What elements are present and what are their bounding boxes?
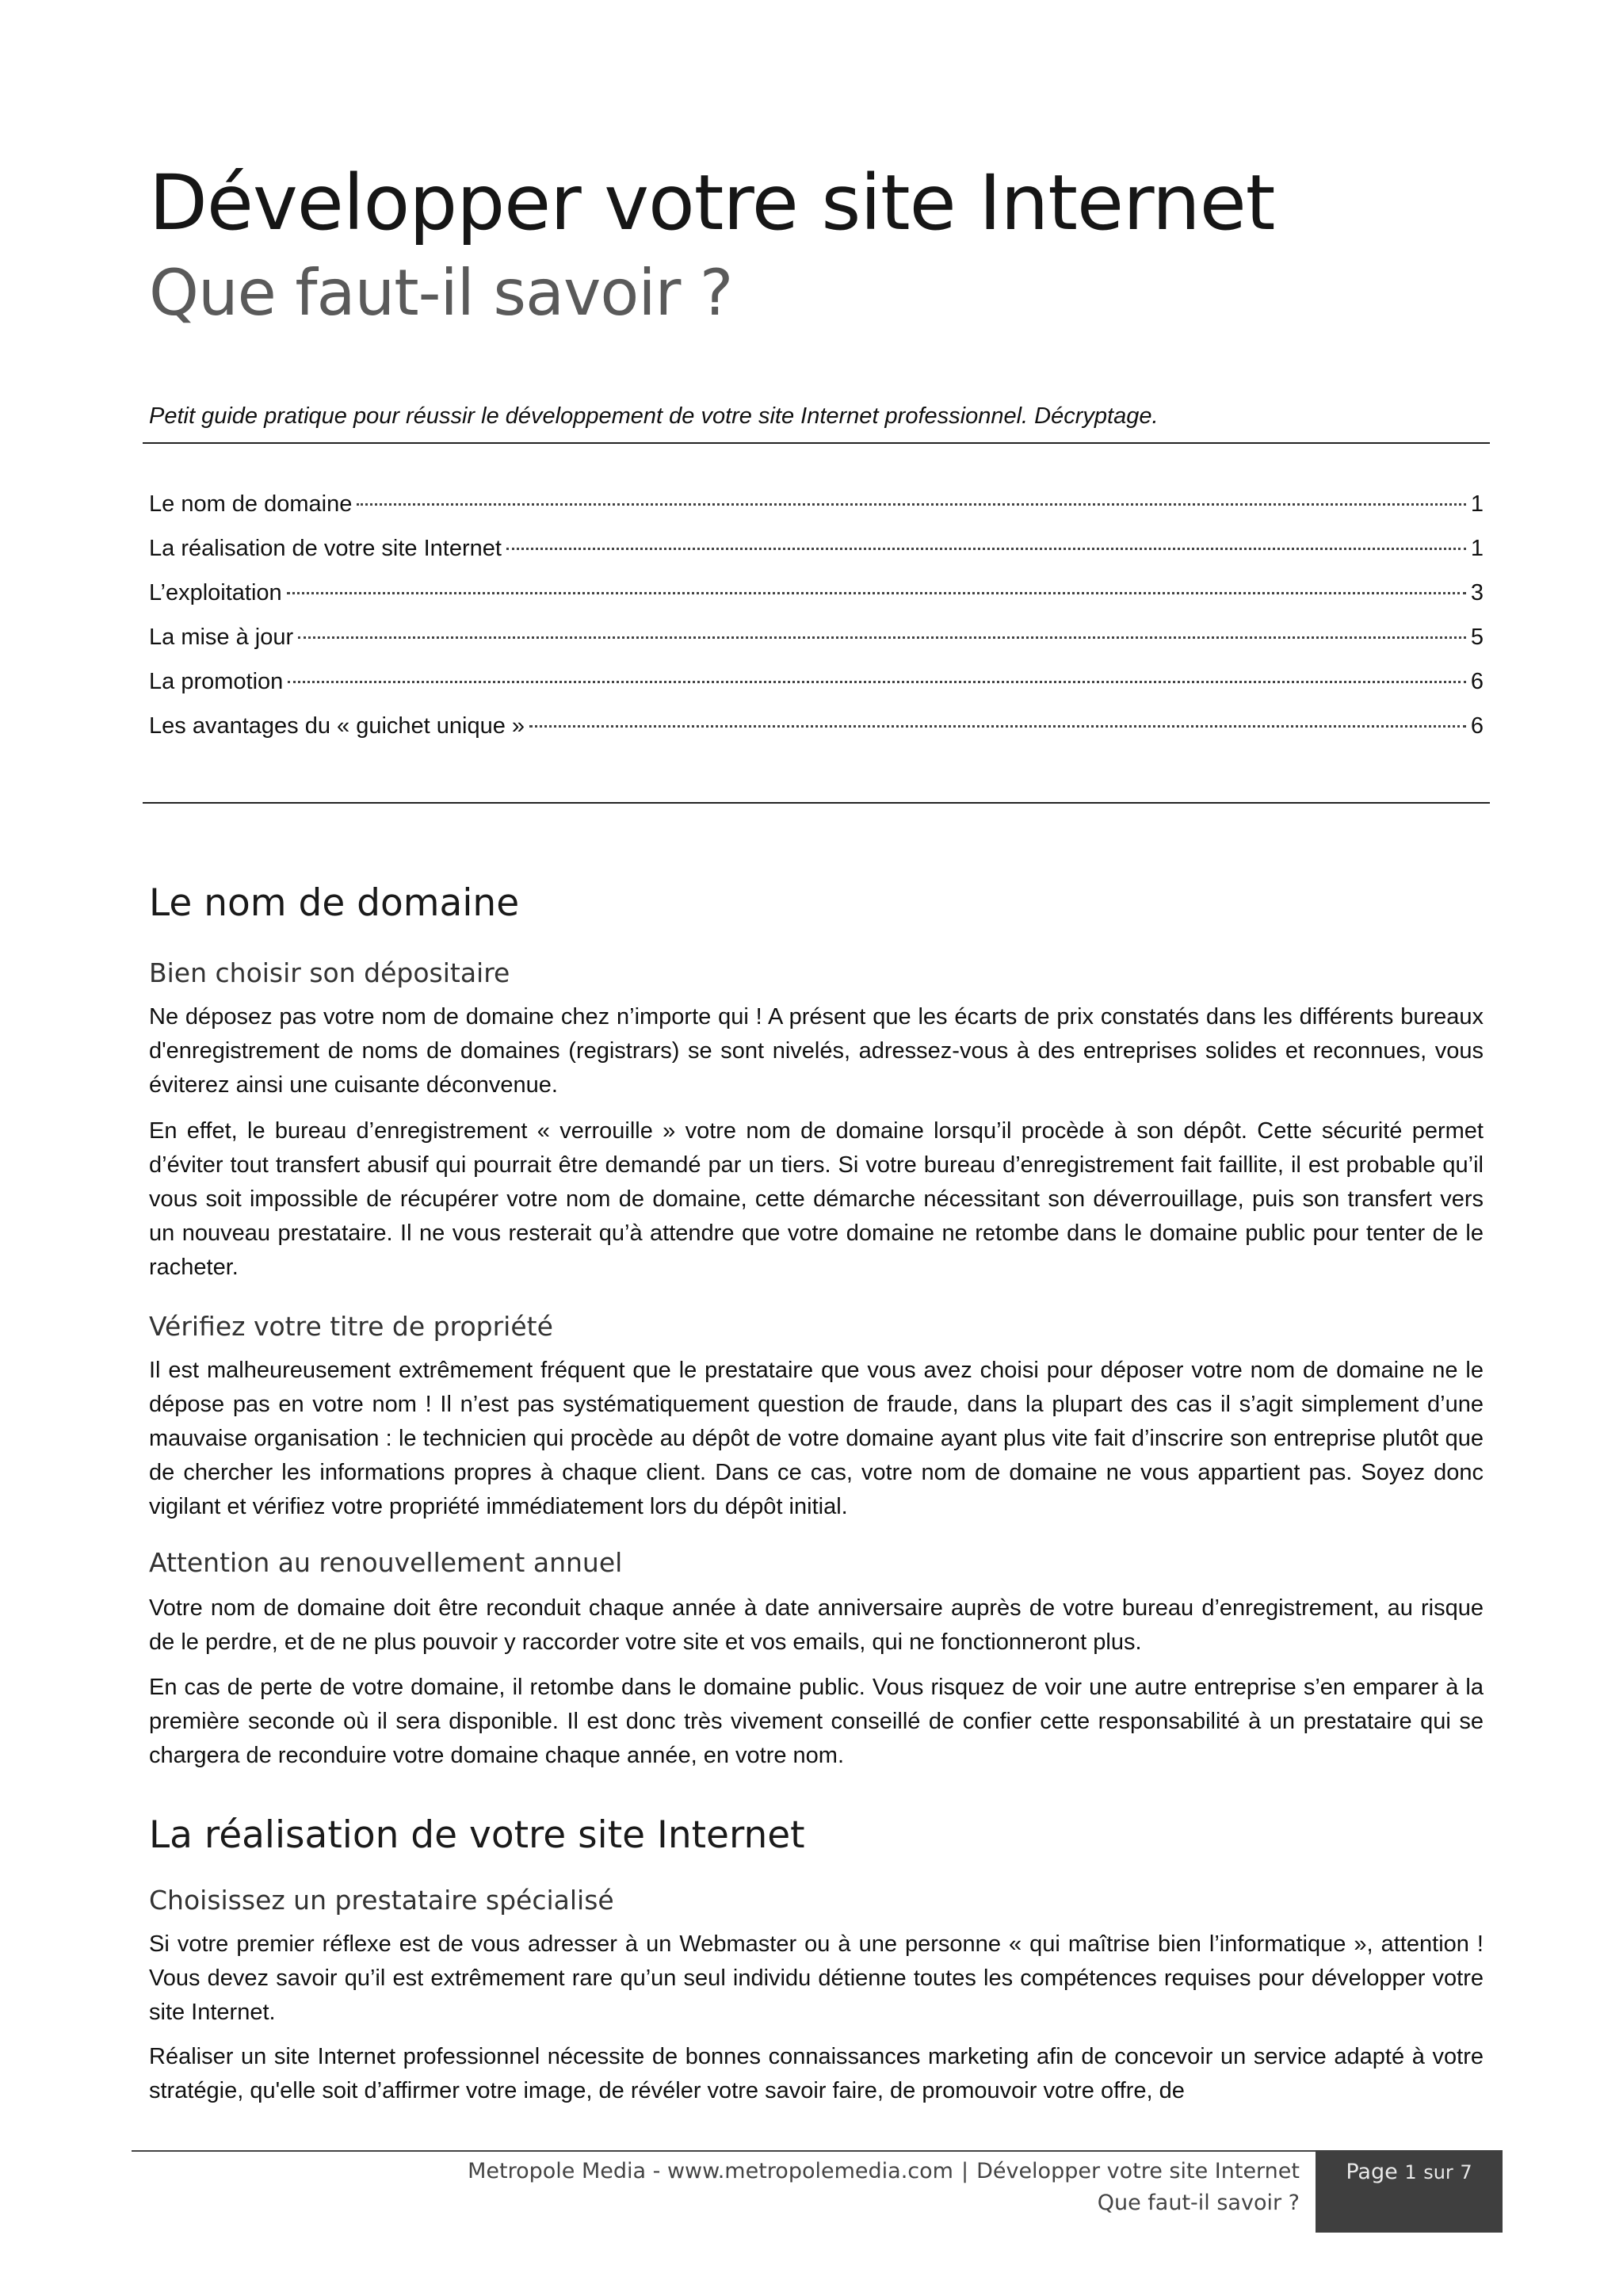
toc-item-page: 6 (1470, 669, 1484, 694)
toc-item-page: 1 (1470, 491, 1484, 517)
subsection-heading-propriete: Vérifiez votre titre de propriété (149, 1311, 553, 1342)
toc-item-label: Le nom de domaine (149, 491, 353, 517)
page-of: sur (1423, 2161, 1453, 2183)
toc-leader (298, 636, 1466, 639)
toc-item-page: 5 (1470, 625, 1484, 650)
toc-item[interactable] (149, 491, 1484, 536)
toc-item[interactable] (149, 580, 1484, 625)
toc-item[interactable] (149, 669, 1484, 713)
toc-item-label: Les avantages du « guichet unique » (149, 713, 525, 739)
toc-item-label: L’exploitation (149, 580, 282, 606)
subsection-heading-depositaire: Bien choisir son dépositaire (149, 957, 510, 988)
paragraph: Ne déposez pas votre nom de domaine chez n’importe qui ! A présent que les écarts de prix constatés dans les différents bureaux d'enregistrement de noms de domaines (registrars) se sont nivelés, adressez-vous à des entreprises solides et reconnues, vous éviterez ainsi une cuisante déconvenue. (149, 1004, 1484, 1098)
paragraph: Il est malheureusement extrêmement fréquent que le prestataire que vous avez choisi pour déposer votre nom de domaine ne le dépose pas en votre nom ! Il n’est pas systématiquement question de fraude, dans la plupart des cas il s’agit simplement d’une mauvaise organisation : le technicien qui procède au dépôt de votre domaine ayant plus vite fait d’inscrire son entreprise plutôt que de chercher les informations propres à chaque client. Dans ce cas, votre nom de domaine ne vous appartient pas. Soyez donc vigilant et vérifiez votre propriété immédiatement lors du dépôt initial. (149, 1358, 1484, 1519)
page-total: 7 (1460, 2161, 1472, 2183)
footer-doc-title: Développer votre site Internet (976, 2159, 1300, 2183)
page-number-badge (1316, 2150, 1503, 2233)
toc-item-page: 6 (1470, 713, 1484, 739)
toc-divider (143, 802, 1490, 804)
footer-divider (132, 2150, 1503, 2152)
toc-item[interactable] (149, 713, 1484, 758)
paragraph: Si votre premier réflexe est de vous adresser à un Webmaster ou à une personne « qui maîtrise bien l’informatique », attention ! Vous devez savoir qu’il est extrêmement rare qu’un seul individu détienne toutes les compétences requises pour développer votre site Internet. (149, 1931, 1484, 2025)
subsection-heading-prestataire: Choisissez un prestataire spécialisé (149, 1885, 614, 1916)
page-label: Page (1346, 2160, 1398, 2184)
toc-item-label: La promotion (149, 669, 284, 694)
toc-leader (529, 725, 1466, 728)
paragraph: Réaliser un site Internet professionnel nécessite de bonnes connaissances marketing afin de concevoir un service adapté à votre stratégie, qu'elle soit d’affirmer votre image, de révéler votre savoir faire, de promouvoir votre offre, de (149, 2044, 1484, 2103)
toc-item[interactable] (149, 536, 1484, 580)
paragraph: En cas de perte de votre domaine, il retombe dans le domaine public. Vous risquez de voir une autre entreprise s’en emparer à la première seconde où il sera disponible. Il est donc très vivement conseillé de confier cette responsabilité à un prestataire qui se chargera de reconduire votre domaine chaque année, en votre nom. (149, 1675, 1484, 1768)
toc-leader (288, 681, 1466, 683)
document-title: Développer votre site Internet (149, 159, 1275, 247)
toc-item[interactable] (149, 625, 1484, 669)
subsection-heading-renouvellement: Attention au renouvellement annuel (149, 1547, 623, 1578)
document-subtitle: Que faut-il savoir ? (149, 256, 733, 330)
footer-doc-subtitle: Que faut-il savoir ? (1097, 2191, 1300, 2215)
footer-company: Metropole Media - www.metropolemedia.com (468, 2159, 953, 2183)
header-divider (143, 442, 1490, 444)
toc-item-page: 1 (1470, 536, 1484, 561)
footer-separator: | (960, 2159, 969, 2183)
lead-text: Petit guide pratique pour réussir le développement de votre site Internet professionnel. Décryptage. (149, 403, 1159, 429)
paragraph: En effet, le bureau d’enregistrement « verrouille » votre nom de domaine lorsqu’il procède à son dépôt. Cette sécurité permet d’éviter tout transfert abusif qui pourrait être demandé par un tiers. Si votre bureau d’enregistrement fait faillite, il est probable qu’il vous soit impossible de récupérer votre nom de domaine, cette démarche nécessitant son déverrouillage, puis son transfert vers un nouveau prestataire. Il ne vous resterait qu’à attendre que votre domaine ne retombe dans le domaine public pour tenter de le racheter. (149, 1118, 1484, 1280)
footer-info (468, 2156, 1300, 2219)
toc-leader (287, 592, 1466, 594)
toc-leader (357, 503, 1466, 506)
paragraph: Votre nom de domaine doit être reconduit chaque année à date anniversaire auprès de votre bureau d’enregistrement, au risque de le perdre, et de ne plus pouvoir y raccorder votre site et vos emails, qui ne fonctionneront plus. (149, 1595, 1484, 1655)
toc-item-label: La réalisation de votre site Internet (149, 536, 502, 561)
toc-item-page: 3 (1470, 580, 1484, 606)
toc-leader (506, 548, 1466, 550)
table-of-contents (149, 491, 1484, 758)
page-current: 1 (1404, 2161, 1417, 2183)
section-heading-domain: Le nom de domaine (149, 881, 520, 925)
toc-item-label: La mise à jour (149, 625, 294, 650)
section-heading-realisation: La réalisation de votre site Internet (149, 1813, 805, 1857)
